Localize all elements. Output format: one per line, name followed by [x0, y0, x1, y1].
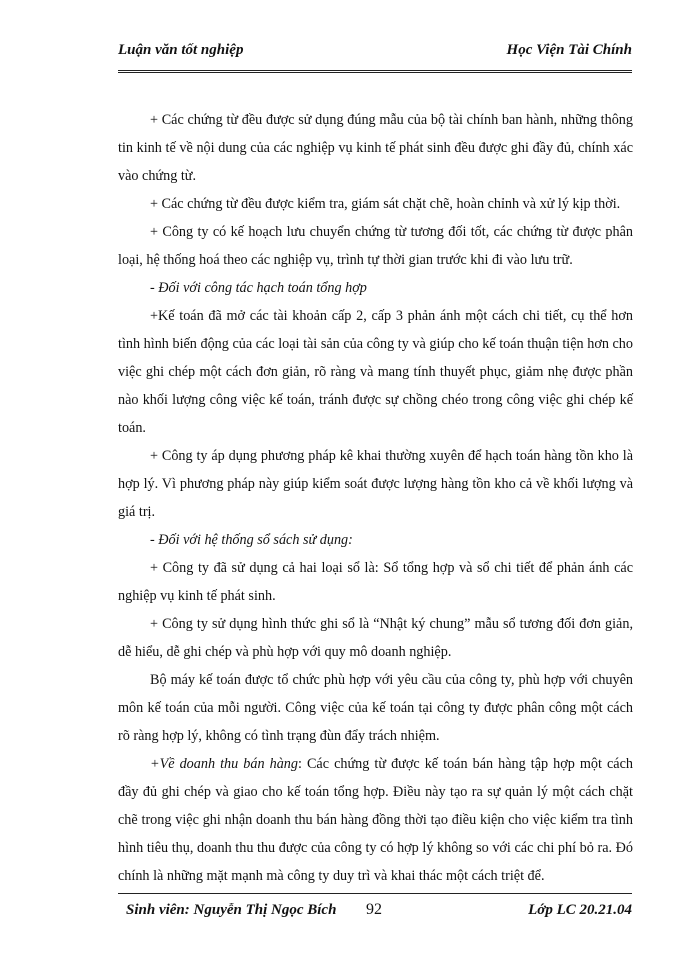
paragraph-accounts: +Kế toán đã mở các tài khoản cấp 2, cấp 3 phản ánh một cách chi tiết, cụ thể hơn tình hình biến động của các loại tài sản của công ty và giúp cho kế toán thuận tiện hơn cho việc ghi chép một cách đơn giản, rõ ràng và mang tính thuyết phục, giảm nhẹ được phần nào khối lượng công việc kế toán, tránh được sự chồng chéo trong công việc ghi chép kế toán.	[118, 308, 633, 436]
sales-revenue-text: : Các chứng từ được kế toán bán hàng tập hợp một cách đầy đủ ghi chép và giao cho kế toán tổng hợp. Điều này tạo ra sự quản lý một cách chặt chẽ trong việc ghi nhận doanh thu bán hàng đồng thời tạo điều kiện cho việc kiểm tra tình hình tiêu thụ, doanh thu thu được của công ty có hợp lý không so với các chi phí bỏ ra. Đó chính là những mặt mạnh mà công ty duy trì và khai thác một cách triệt để.	[118, 756, 633, 884]
paragraph-journal-form: + Công ty sử dụng hình thức ghi sổ là “Nhật ký chung” mẫu sổ tương đối đơn giản, dễ hiểu, dễ ghi chép và phù hợp với quy mô doanh nghiệp.	[118, 616, 633, 660]
page-footer	[118, 893, 632, 930]
paragraph-documents-checked: + Các chứng từ đều được kiểm tra, giám sát chặt chẽ, hoàn chỉnh và xử lý kịp thời.	[150, 196, 621, 212]
paragraph-sales-revenue	[118, 750, 633, 890]
page-header	[118, 40, 632, 73]
paragraph-documents-standard: + Các chứng từ đều được sử dụng đúng mẫu của bộ tài chính ban hành, những thông tin kinh tế về nội dung của các nghiệp vụ kinh tế phát sinh đều được ghi đầy đủ, chính xác vào chứng từ.	[118, 112, 633, 184]
paragraph-ledger-types: + Công ty đã sử dụng cả hai loại sổ là: Sổ tổng hợp và sổ chi tiết để phản ánh các nghiệp vụ kinh tế phát sinh.	[118, 560, 633, 604]
sales-revenue-lead: +Về doanh thu bán hàng	[150, 756, 298, 772]
heading-general-accounting: - Đối với công tác hạch toán tổng hợp	[150, 280, 367, 296]
header-thesis-title: Luận văn tốt nghiệp	[118, 42, 244, 58]
header-institution: Học Viện Tài Chính	[506, 42, 632, 58]
footer-page-number: 92	[366, 901, 382, 918]
paragraph-accounting-apparatus: Bộ máy kế toán được tổ chức phù hợp với yêu cầu của công ty, phù hợp với chuyên môn kế toán của mỗi người. Công việc của kế toán tại công ty được phân công một cách rõ ràng hợp lý, không có tình trạng đùn đẩy trách nhiệm.	[118, 672, 633, 744]
footer-student: Sinh viên: Nguyễn Thị Ngọc Bích	[126, 902, 337, 918]
footer-class: Lớp LC 20.21.04	[528, 902, 632, 918]
paragraph-inventory-method: + Công ty áp dụng phương pháp kê khai thường xuyên để hạch toán hàng tồn kho là hợp lý. Vì phương pháp này giúp kiểm soát được lượng hàng tồn kho cả về khối lượng và giá trị.	[118, 448, 633, 520]
paragraph-documents-archive: + Công ty có kế hoạch lưu chuyển chứng từ tương đối tốt, các chứng từ được phân loại, hệ thống hoá theo các nghiệp vụ, trình tự thời gian trước khi đi vào lưu trữ.	[118, 224, 633, 268]
heading-ledger-system: - Đối với hệ thống sổ sách sử dụng:	[150, 532, 353, 548]
document-body	[118, 106, 633, 890]
